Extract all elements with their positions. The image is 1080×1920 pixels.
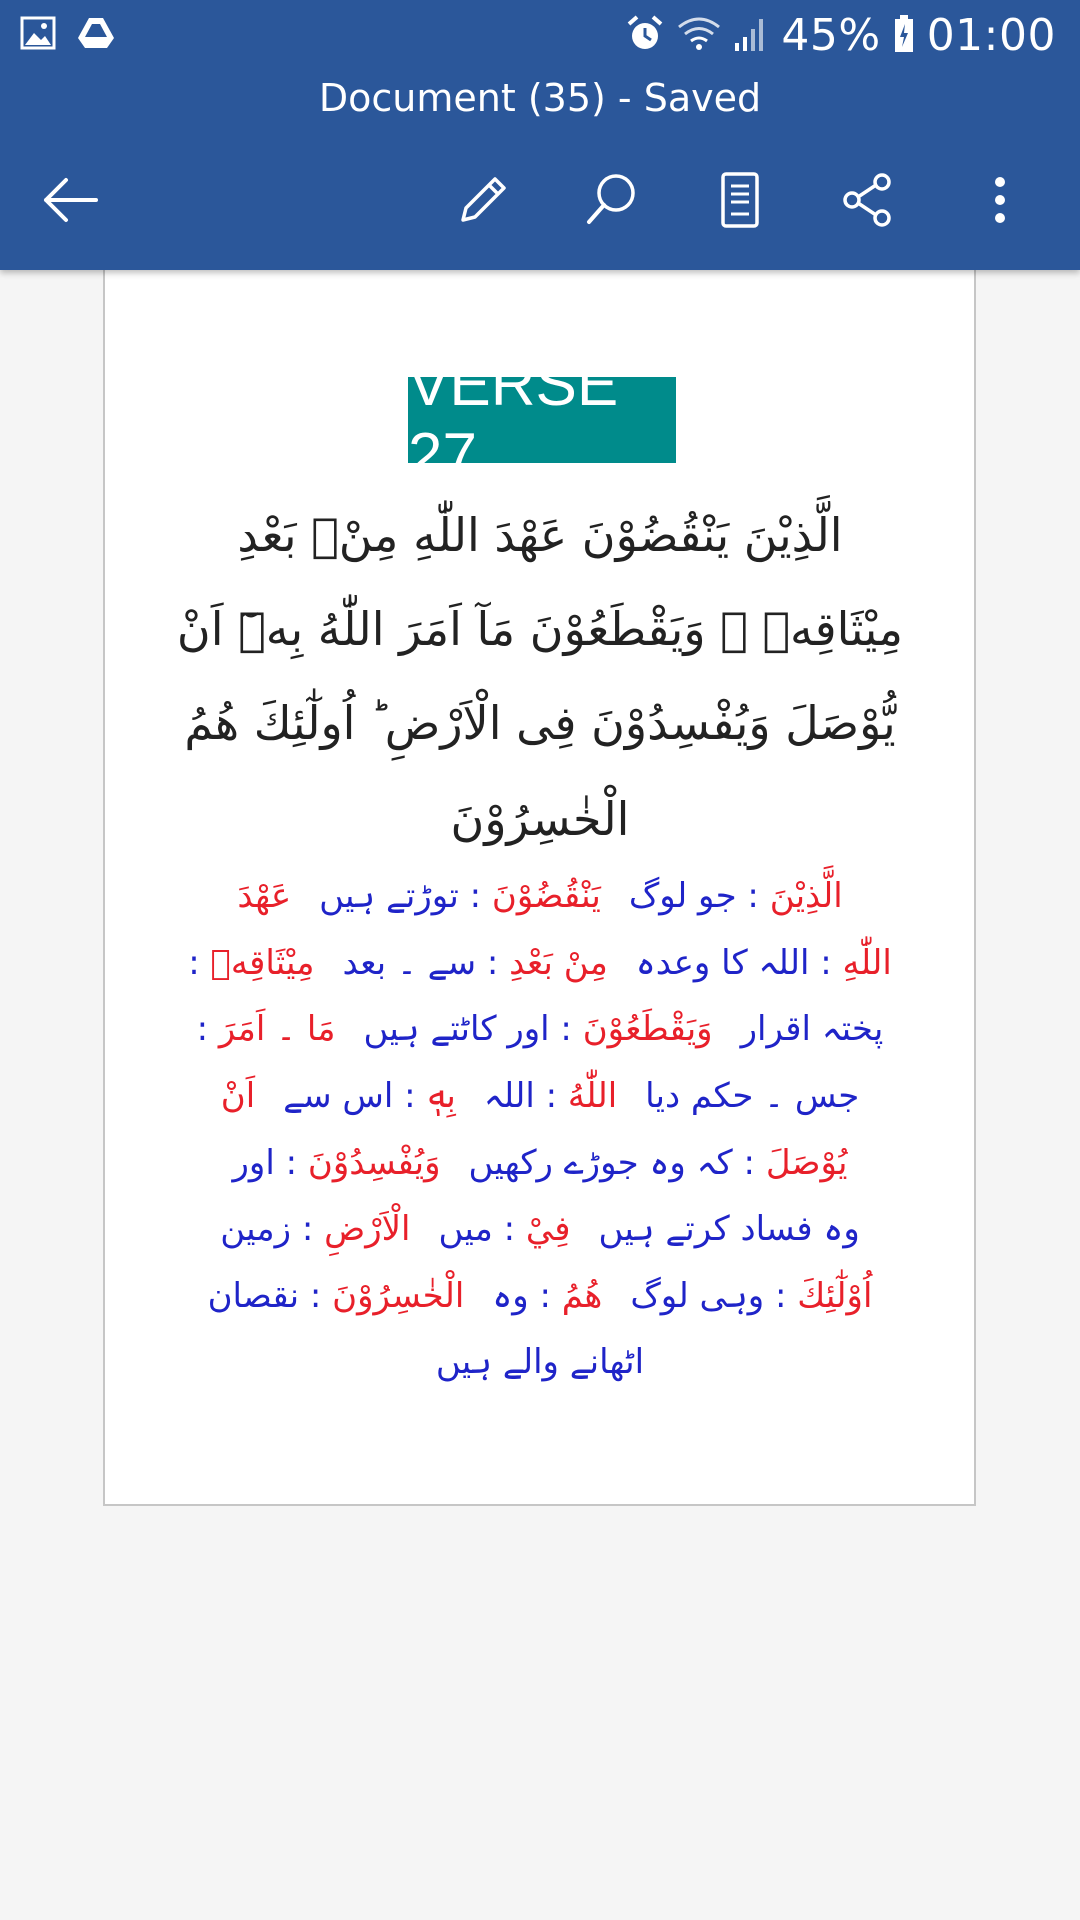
urdu-meaning: : اس سے xyxy=(283,1076,427,1116)
urdu-meaning: پختہ اقرار xyxy=(740,1009,884,1049)
urdu-meaning: اٹھانے والے ہیں xyxy=(435,1342,645,1382)
edit-button[interactable] xyxy=(443,160,523,240)
urdu-meaning: : میں xyxy=(438,1209,526,1249)
arabic-word: مِنْ بَعْدِ xyxy=(509,943,608,983)
urdu-meaning: وہ فساد کرتے ہیں xyxy=(598,1209,860,1249)
share-icon xyxy=(838,170,898,230)
translation-line xyxy=(115,875,965,916)
urdu-meaning: : xyxy=(196,1009,219,1049)
arabic-line-1: الَّذِيْنَ يَنْقُضُوْنَ عَهْدَ اللّٰهِ مِنْۢ بَعْدِ xyxy=(237,508,843,562)
document-page[interactable] xyxy=(103,268,976,1506)
arabic-line-4: الْخٰسِرُوْنَ xyxy=(450,792,630,846)
more-options-button[interactable] xyxy=(960,160,1040,240)
urdu-meaning: : اور xyxy=(232,1143,308,1183)
arabic-word: الْاَرْضِ xyxy=(324,1209,411,1249)
reading-view-icon xyxy=(718,170,762,230)
urdu-meaning: : توڑتے ہیں xyxy=(319,876,492,916)
arabic-word: مَا ۔ اَمَرَ xyxy=(218,1009,336,1049)
reading-view-button[interactable] xyxy=(700,160,780,240)
translation-line xyxy=(115,942,965,983)
translation-line xyxy=(115,1208,965,1249)
battery-percent: 45% xyxy=(781,10,881,61)
urdu-meaning: : اللہ xyxy=(483,1076,568,1116)
arabic-word: مِيْثَاقِهٖ xyxy=(210,943,315,983)
arabic-word: يُوْصَلَ xyxy=(765,1143,848,1183)
wifi-icon xyxy=(677,15,721,57)
app-bar xyxy=(0,0,1080,270)
translation-line xyxy=(115,1275,965,1316)
urdu-meaning: : وہی لوگ xyxy=(630,1276,798,1316)
arabic-word: اَنْ xyxy=(220,1076,256,1116)
arabic-word: يَنْقُضُوْنَ xyxy=(491,876,601,916)
arabic-word: هُمُ xyxy=(561,1276,603,1316)
arabic-line-3: يُّوْصَلَ وَيُفْسِدُوْنَ فِى الْاَرْضِ ؕ اُولٰٓئِكَ هُمُ xyxy=(184,696,896,750)
arabic-word: اُوْلٰٓئِكَ xyxy=(797,1276,873,1316)
toolbar xyxy=(0,160,1080,240)
urdu-meaning: : اور کاٹتے ہیں xyxy=(363,1009,583,1049)
arabic-word: وَيَقْطَعُوْنَ xyxy=(582,1009,713,1049)
urdu-meaning: : جو لوگ xyxy=(628,876,770,916)
status-bar xyxy=(0,0,1080,72)
clock: 01:00 xyxy=(926,10,1056,61)
document-title: Document (35) - Saved xyxy=(318,76,762,120)
share-button[interactable] xyxy=(828,160,908,240)
back-icon xyxy=(40,175,100,225)
arabic-word: الْخٰسِرُوْنَ xyxy=(332,1276,465,1316)
urdu-meaning: : xyxy=(188,943,211,983)
arabic-word: اللّٰهُ xyxy=(567,1076,618,1116)
urdu-meaning: : کہ وہ جوڑے رکھیں xyxy=(468,1143,766,1183)
arabic-word: عَهْدَ xyxy=(237,876,292,916)
alarm-icon xyxy=(625,14,665,58)
urdu-meaning: : وہ xyxy=(492,1276,562,1316)
edit-icon xyxy=(453,170,513,230)
gallery-icon xyxy=(20,16,56,54)
translation-line xyxy=(115,1341,965,1382)
more-icon xyxy=(990,170,1010,230)
arabic-line-2: مِيْثَاقِهٖ ۠ وَيَقْطَعُوْنَ مَآ اَمَرَ اللّٰهُ بِهٖٓ اَنْ xyxy=(176,602,904,656)
signal-icon xyxy=(733,15,769,57)
urdu-meaning: : زمین xyxy=(220,1209,325,1249)
urdu-meaning: : سے ۔ بعد xyxy=(342,943,510,983)
translation-line xyxy=(115,1075,965,1116)
back-button[interactable] xyxy=(30,160,110,240)
arabic-word: اللّٰهِ xyxy=(842,943,892,983)
arabic-word: الَّذِيْنَ xyxy=(769,876,843,916)
urdu-meaning: جس ۔ حکم دیا xyxy=(645,1076,860,1116)
search-button[interactable] xyxy=(571,160,651,240)
drive-icon xyxy=(76,16,116,54)
arabic-word: فِيْ xyxy=(525,1209,571,1249)
translation-line xyxy=(115,1008,965,1049)
search-icon xyxy=(581,170,641,230)
urdu-meaning: : اللہ کا وعدہ xyxy=(635,943,843,983)
verse-heading: VERSE 27 xyxy=(408,377,676,463)
translation-line xyxy=(115,1142,965,1183)
battery-icon xyxy=(893,14,915,58)
urdu-meaning: : نقصان xyxy=(207,1276,333,1316)
arabic-word: بِهٖ xyxy=(426,1076,456,1116)
arabic-word: وَيُفْسِدُوْنَ xyxy=(307,1143,441,1183)
